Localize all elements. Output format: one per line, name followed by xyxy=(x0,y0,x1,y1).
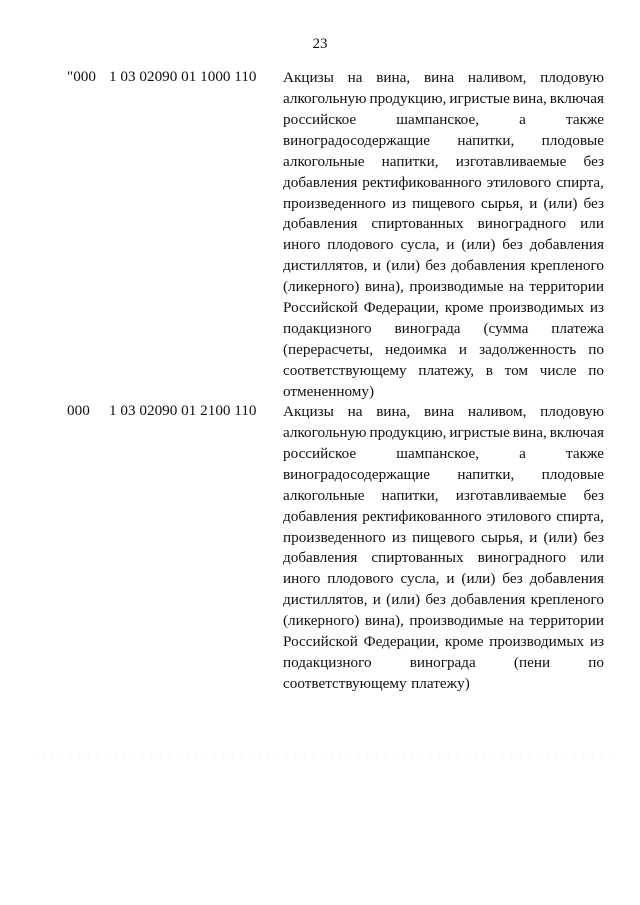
budget-classification-code: 1 03 02090 01 2100 110 xyxy=(109,402,257,419)
description-word: территории xyxy=(529,278,604,296)
description-word: ректификованного xyxy=(362,173,482,191)
description-word: (или) xyxy=(461,236,496,254)
description-word: крепленого xyxy=(530,257,604,275)
description-word: алкогольные xyxy=(283,486,365,504)
description-word: напитки, xyxy=(381,486,439,504)
description-word: платежа xyxy=(551,320,604,338)
description-word: в xyxy=(485,361,493,379)
description-word: плодовую xyxy=(540,403,604,420)
description-word: платежу) xyxy=(411,674,470,692)
description-word: без xyxy=(425,257,446,275)
description-word: производимых xyxy=(489,299,585,317)
description-line xyxy=(283,444,604,465)
description-word: напитки, xyxy=(457,131,515,149)
description-line xyxy=(283,110,604,131)
description-word: иного xyxy=(283,570,321,588)
description-word: сусла, xyxy=(400,570,440,588)
description-word: добавления xyxy=(451,591,526,609)
description-word: шампанское, xyxy=(396,110,480,128)
description-word: том xyxy=(504,361,529,379)
description-word: шампанское, xyxy=(396,444,480,462)
description-word: вина xyxy=(423,403,455,420)
description-word: спиртованных xyxy=(371,549,464,567)
description-word: алкогольную xyxy=(283,423,367,441)
description-word: и xyxy=(458,340,468,358)
page-number: 23 xyxy=(312,36,328,52)
description-word: сырья, xyxy=(480,528,524,546)
description-word: подакцизного xyxy=(283,320,372,338)
description-line xyxy=(283,256,604,277)
description-line xyxy=(283,319,604,340)
description-word: (или) xyxy=(543,194,578,212)
description-word: платежу, xyxy=(418,361,475,379)
description-word: алкогольные xyxy=(283,152,365,170)
description-word: (или) xyxy=(461,570,496,588)
description-line xyxy=(283,486,604,507)
description-word: кроме xyxy=(444,299,484,317)
description-word: сырья, xyxy=(480,194,524,212)
description-word: а xyxy=(519,444,526,462)
description-word: добавления xyxy=(283,215,358,233)
description-line xyxy=(283,382,604,403)
description-word: включая xyxy=(549,423,604,441)
description-word: дистиллятов, xyxy=(283,591,368,609)
description-word: добавления xyxy=(283,507,358,525)
description-word: кроме xyxy=(444,633,484,651)
description-word: на xyxy=(347,69,363,86)
description-word: задолженность xyxy=(479,340,577,358)
description-word: добавления xyxy=(529,236,604,254)
description-word: вина, xyxy=(376,69,411,86)
description-word: недоимка xyxy=(385,340,447,358)
description-word: Акцизы xyxy=(283,69,334,86)
description-word: и xyxy=(446,236,455,254)
description-line xyxy=(283,131,604,152)
description-word: также xyxy=(566,110,604,128)
budget-classification-code: 1 03 02090 01 1000 110 xyxy=(109,68,257,85)
description-word: вина), xyxy=(364,278,404,296)
description-word: на xyxy=(508,612,524,630)
description-word: добавления xyxy=(283,549,358,567)
description-word: Российской xyxy=(283,633,358,651)
description-line xyxy=(283,528,604,549)
description-word: добавления xyxy=(529,570,604,588)
description-word: российское xyxy=(283,110,357,128)
description-line xyxy=(283,173,604,194)
description-word: Федерации, xyxy=(363,633,440,651)
description-word: наливом, xyxy=(467,69,527,86)
description-word: производимые xyxy=(409,278,504,296)
description-word: без xyxy=(583,528,604,546)
description-word: производимых xyxy=(489,633,585,651)
description-word: виноградного xyxy=(477,215,567,233)
description-line xyxy=(283,423,604,444)
description-word: спиртованных xyxy=(371,215,464,233)
description-word: изготавливаемые xyxy=(455,486,567,504)
description-word: Федерации, xyxy=(363,299,440,317)
code-prefix: 000 xyxy=(67,402,90,419)
description-word: вина, xyxy=(376,403,411,420)
description-word: сусла, xyxy=(400,236,440,254)
description-word: по xyxy=(588,654,604,672)
description-word: и xyxy=(446,570,455,588)
description-word: на xyxy=(347,403,363,420)
description-word: напитки, xyxy=(381,152,439,170)
description-word: игристые xyxy=(449,89,510,107)
description-word: без xyxy=(502,570,523,588)
description-word: вина, xyxy=(512,89,547,107)
description-word: алкогольную xyxy=(283,89,367,107)
description-word: (или) xyxy=(386,591,421,609)
description-line xyxy=(283,653,604,674)
description-word: плодовые xyxy=(541,465,604,483)
description-word: (перерасчеты, xyxy=(283,340,374,358)
description-word: на xyxy=(508,278,524,296)
description-word: плодового xyxy=(327,236,394,254)
description-word: Акцизы xyxy=(283,403,334,420)
description-word: (пени xyxy=(513,654,551,672)
description-word: игристые xyxy=(449,423,510,441)
description-word: вина), xyxy=(364,612,404,630)
description-word: дистиллятов, xyxy=(283,257,368,275)
description-word: (или) xyxy=(386,257,421,275)
description-word: напитки, xyxy=(457,465,515,483)
description-word: из xyxy=(589,633,604,651)
description-line xyxy=(283,465,604,486)
description-word: без xyxy=(425,591,446,609)
description-word: спирта, xyxy=(556,507,604,525)
description-word: подакцизного xyxy=(283,654,372,672)
description-word: (или) xyxy=(543,528,578,546)
description-word: иного xyxy=(283,236,321,254)
description-word: соответствующему xyxy=(283,361,407,379)
description-word: без xyxy=(583,486,604,504)
description-word: пищевого xyxy=(412,194,475,212)
description-word: производимые xyxy=(409,612,504,630)
description-line xyxy=(283,214,604,235)
description-word: также xyxy=(566,444,604,462)
description-line xyxy=(283,68,604,89)
description-line xyxy=(283,569,604,590)
description-line xyxy=(283,340,604,361)
description-word: без xyxy=(583,194,604,212)
description-word: числе xyxy=(539,361,577,379)
description-word: Российской xyxy=(283,299,358,317)
description-word: или xyxy=(580,549,604,567)
description-word: произведенного xyxy=(283,528,386,546)
description-word: винограда xyxy=(409,654,476,672)
description-word: по xyxy=(588,361,604,379)
description-word: (ликерного) xyxy=(283,612,360,630)
code-prefix: "000 xyxy=(67,68,96,85)
description-word: плодовую xyxy=(540,69,604,86)
description-word: (сумма xyxy=(483,320,529,338)
description-word: ректификованного xyxy=(362,507,482,525)
description-word: и xyxy=(372,591,381,609)
description-word: пищевого xyxy=(412,528,475,546)
description-word: изготавливаемые xyxy=(455,152,567,170)
description-word: плодового xyxy=(327,570,394,588)
code-description xyxy=(283,402,604,695)
scan-artifact-dots xyxy=(30,756,610,758)
description-word: а xyxy=(519,110,526,128)
description-word: из xyxy=(391,194,407,212)
description-word: вина xyxy=(423,69,455,86)
description-word: соответствующему xyxy=(283,674,407,692)
description-word: или xyxy=(580,215,604,233)
description-word: добавления xyxy=(283,173,358,191)
description-word: из xyxy=(589,299,604,317)
description-line xyxy=(283,277,604,298)
description-line xyxy=(283,548,604,569)
description-line xyxy=(283,507,604,528)
description-word: продукцию, xyxy=(369,89,447,107)
description-word: вина, xyxy=(512,423,547,441)
description-line xyxy=(283,632,604,653)
description-word: плодовые xyxy=(541,131,604,149)
description-line xyxy=(283,402,604,423)
description-word: из xyxy=(391,528,407,546)
description-word: по xyxy=(588,340,604,358)
description-word: наливом, xyxy=(467,403,527,420)
description-line xyxy=(283,674,604,695)
description-word: виноградосодержащие xyxy=(283,465,431,483)
description-word: территории xyxy=(529,612,604,630)
description-line xyxy=(283,152,604,173)
description-line xyxy=(283,611,604,632)
description-word: и xyxy=(372,257,381,275)
description-word: добавления xyxy=(451,257,526,275)
code-description xyxy=(283,68,604,403)
description-line xyxy=(283,361,604,382)
description-word: произведенного xyxy=(283,194,386,212)
description-word: виноградного xyxy=(477,549,567,567)
description-word: российское xyxy=(283,444,357,462)
description-word: винограда xyxy=(394,320,461,338)
description-word: этилового xyxy=(486,173,552,191)
description-line xyxy=(283,89,604,110)
description-word: продукцию, xyxy=(369,423,447,441)
description-word: включая xyxy=(549,89,604,107)
description-line xyxy=(283,590,604,611)
description-word: без xyxy=(502,236,523,254)
description-line xyxy=(283,235,604,256)
description-word: и xyxy=(529,528,538,546)
description-line xyxy=(283,194,604,215)
description-word: и xyxy=(529,194,538,212)
description-word: крепленого xyxy=(530,591,604,609)
description-word: отмененному) xyxy=(283,382,375,400)
description-word: без xyxy=(583,152,604,170)
description-word: спирта, xyxy=(556,173,604,191)
description-line xyxy=(283,298,604,319)
description-word: этилового xyxy=(486,507,552,525)
description-word: виноградосодержащие xyxy=(283,131,431,149)
description-word: (ликерного) xyxy=(283,278,360,296)
